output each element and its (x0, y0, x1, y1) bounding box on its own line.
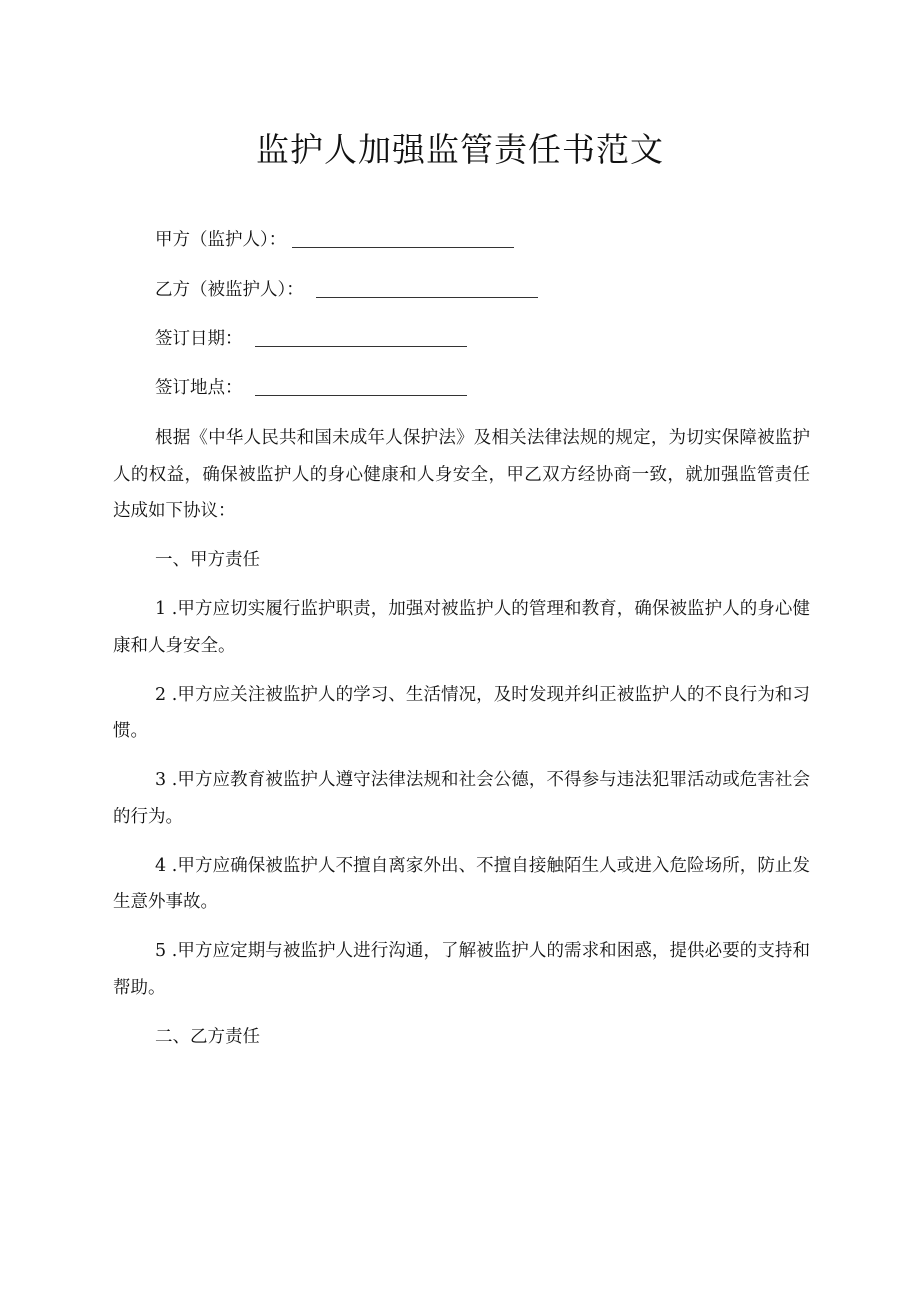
section-one-item: 5 .甲方应定期与被监护人进行沟通，了解被监护人的需求和困惑，提供必要的支持和帮助。 (113, 941, 810, 998)
sign-place-field (155, 374, 467, 402)
document-title: 监护人加强监管责任书范文 (256, 130, 664, 169)
sign-date-blank-line (255, 328, 467, 347)
party-b-field (155, 276, 538, 304)
party-b-label: 乙方（被监护人）： (155, 280, 304, 300)
section-one-item: 3 .甲方应教育被监护人遵守法律法规和社会公德，不得参与违法犯罪活动或危害社会的行为。 (113, 770, 810, 827)
section-one-item: 4 .甲方应确保被监护人不擅自离家外出、不擅自接触陌生人或进入危险场所，防止发生意外事故。 (113, 855, 810, 912)
sign-date-label: 签订日期： (155, 329, 243, 349)
sign-place-label: 签订地点： (155, 378, 243, 398)
section-one-heading: 一、甲方责任 (155, 550, 260, 570)
party-a-field (155, 226, 514, 254)
sign-date-field (155, 325, 467, 353)
section-two-heading: 二、乙方责任 (155, 1026, 260, 1047)
preamble-paragraph: 根据《中华人民共和国未成年人保护法》及相关法律法规的规定，为切实保障被监护人的权益，确保被监护人的身心健康和人身安全，甲乙双方经协商一致，就加强监管责任达成如下协议： (113, 428, 810, 521)
sign-place-blank-line (255, 377, 467, 396)
party-b-blank-line (316, 279, 538, 298)
party-a-blank-line (292, 229, 514, 248)
section-one-item: 1 .甲方应切实履行监护职责，加强对被监护人的管理和教育，确保被监护人的身心健康和人身安全。 (113, 599, 810, 656)
section-one-item: 2 .甲方应关注被监护人的学习、生活情况，及时发现并纠正被监护人的不良行为和习惯。 (113, 684, 810, 741)
party-a-label: 甲方（监护人）： (155, 230, 287, 250)
document-body (113, 420, 810, 1068)
